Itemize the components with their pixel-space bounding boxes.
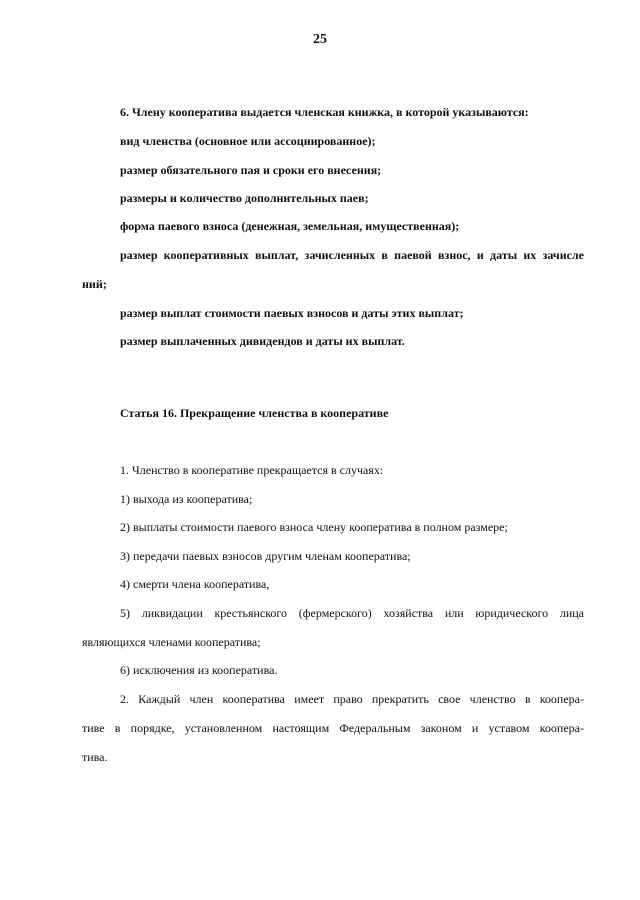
membership-book-item: размер выплат стоимости паевых взносов и даты этих выплат; [120,306,464,320]
clause-2-line: тива. [82,750,108,764]
membership-book-item: вид членства (основное или ассоциированное); [120,134,376,148]
termination-case-item: 6) исключения из кооператива. [120,663,278,677]
termination-case-item: 4) смерти члена кооператива, [120,577,270,591]
clause-2-line: тиве в порядке, установленном настоящим Федеральным законом и уставом коопера- [82,721,584,735]
termination-case-item: 2) выплаты стоимости паевого взноса члену кооператива в полном размере; [120,520,508,534]
article-16-heading: Статья 16. Прекращение членства в кооперативе [120,406,389,420]
clause-1-intro: 1. Членство в кооперативе прекращается в случаях: [120,463,384,477]
membership-book-item: размеры и количество дополнительных паев; [120,191,369,205]
termination-case-item: 1) выхода из кооператива; [120,492,253,506]
section-6-intro: 6. Члену кооператива выдается членская книжка, в которой указываются: [120,105,529,119]
termination-case-item: 3) передачи паевых взносов другим членам кооператива; [120,549,411,563]
membership-book-item: размер кооперативных выплат, зачисленных в паевой взнос, и даты их зачисле [120,248,584,262]
termination-case-item: 5) ликвидации крестьянского (фермерского) хозяйства или юридического лица [120,606,584,620]
membership-book-item-continuation: ний; [82,277,107,291]
membership-book-item: размер обязательного пая и сроки его внесения; [120,163,382,177]
membership-book-item: форма паевого взноса (денежная, земельная, имущественная); [120,219,460,233]
page-number: 25 [313,32,327,47]
membership-book-item: размер выплаченных дивидендов и даты их выплат. [120,334,405,348]
termination-case-item-continuation: являющихся членами кооператива; [82,635,261,649]
clause-2-line: 2. Каждый член кооператива имеет право прекратить свое членство в коопера- [120,692,584,706]
